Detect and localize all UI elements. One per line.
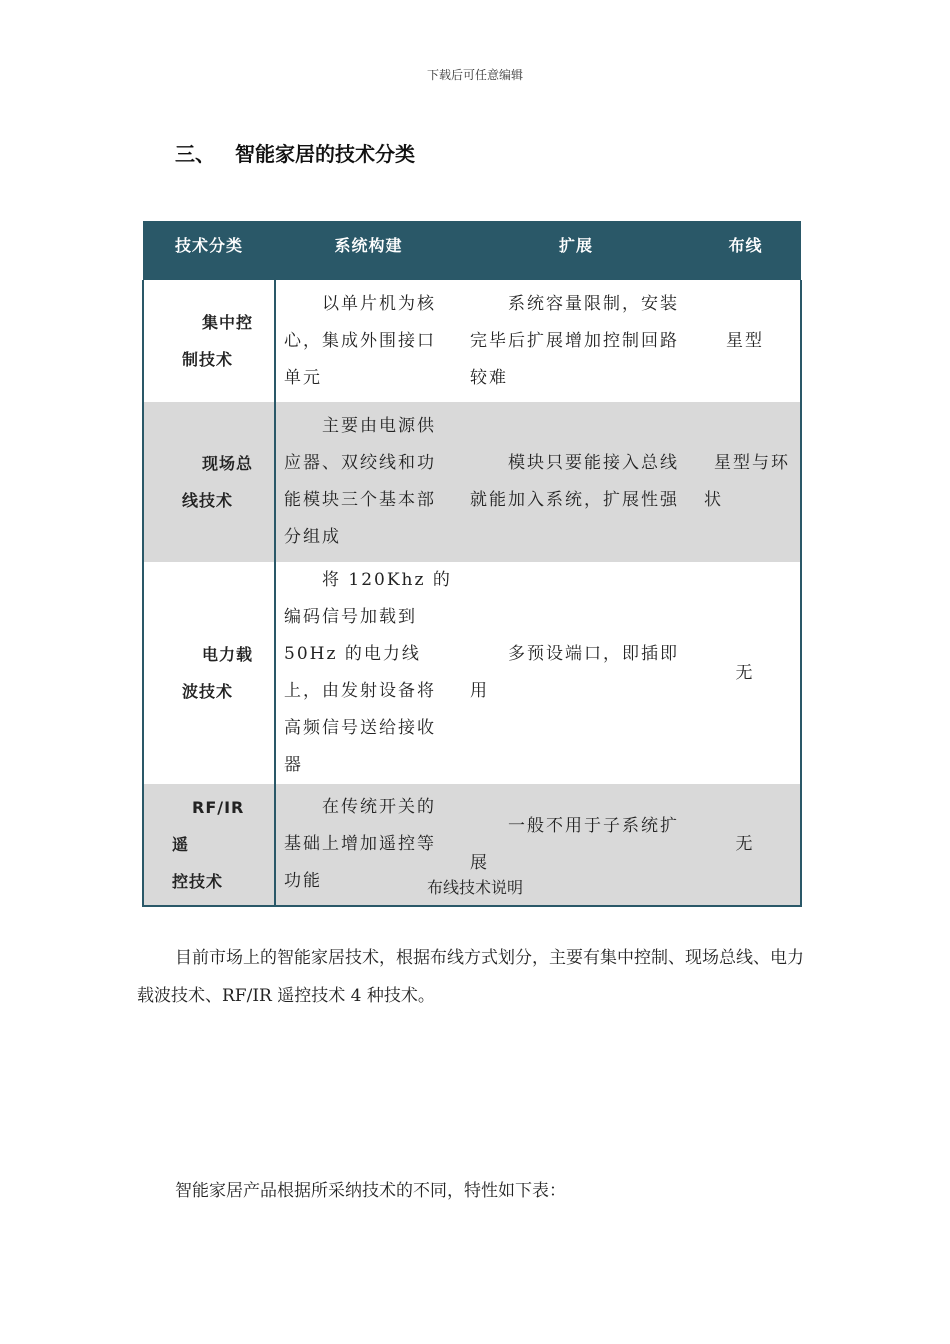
extend-cell: 模块只要能接入总线就能加入系统，扩展性强 (462, 402, 690, 562)
wiring-cell: 星型 (690, 280, 801, 402)
table-header-row (143, 221, 801, 280)
section-number: 三、 (175, 142, 215, 166)
extend-cell: 多预设端口，即插即用 (462, 562, 690, 784)
wiring-cell: 无 (690, 562, 801, 784)
table-row (143, 402, 801, 562)
section-title (175, 138, 415, 167)
build-cell: 以单片机为核心，集成外围接口单元 (275, 280, 462, 402)
tech-name-cell: 集中控 制技术 (143, 280, 275, 402)
wiring-cell: 星型与环状 (690, 402, 801, 562)
wiring-cell: 无 (690, 784, 801, 906)
paragraph-wiring-methods: 目前市场上的智能家居技术，根据布线方式划分，主要有集中控制、现场总线、电力载波技术、RF/IR 遥控技术 4 种技术。 (137, 948, 804, 1006)
build-cell: 在传统开关的基础上增加遥控等功能 (275, 784, 462, 906)
table-caption: 布线技术说明 (426, 878, 523, 897)
tech-name-cell: 现场总 线技术 (143, 402, 275, 562)
header-note: 下载后可任意编辑 (426, 68, 523, 82)
paragraph-product-intro: 智能家居产品根据所采纳技术的不同，特性如下表： (175, 1181, 566, 1201)
header-category: 技术分类 (143, 221, 275, 280)
header-extend: 扩展 (462, 221, 690, 280)
technology-table (142, 221, 802, 907)
extend-cell: 系统容量限制，安装完毕后扩展增加控制回路较难 (462, 280, 690, 402)
build-cell: 将 120Khz 的编码信号加载到 50Hz 的电力线上，由发射设备将高频信号送给接收器 (275, 562, 462, 784)
table-row (143, 562, 801, 784)
header-wiring: 布线 (690, 221, 801, 280)
table-row (143, 280, 801, 402)
tech-name-cell: RF/IR 遥 控技术 (143, 784, 275, 906)
tech-name-cell: 电力载 波技术 (143, 562, 275, 784)
extend-cell: 一般不用于子系统扩展 (462, 784, 690, 906)
header-build: 系统构建 (275, 221, 462, 280)
build-cell: 主要由电源供应器、双绞线和功能模块三个基本部分组成 (275, 402, 462, 562)
section-title-text: 智能家居的技术分类 (235, 142, 415, 166)
